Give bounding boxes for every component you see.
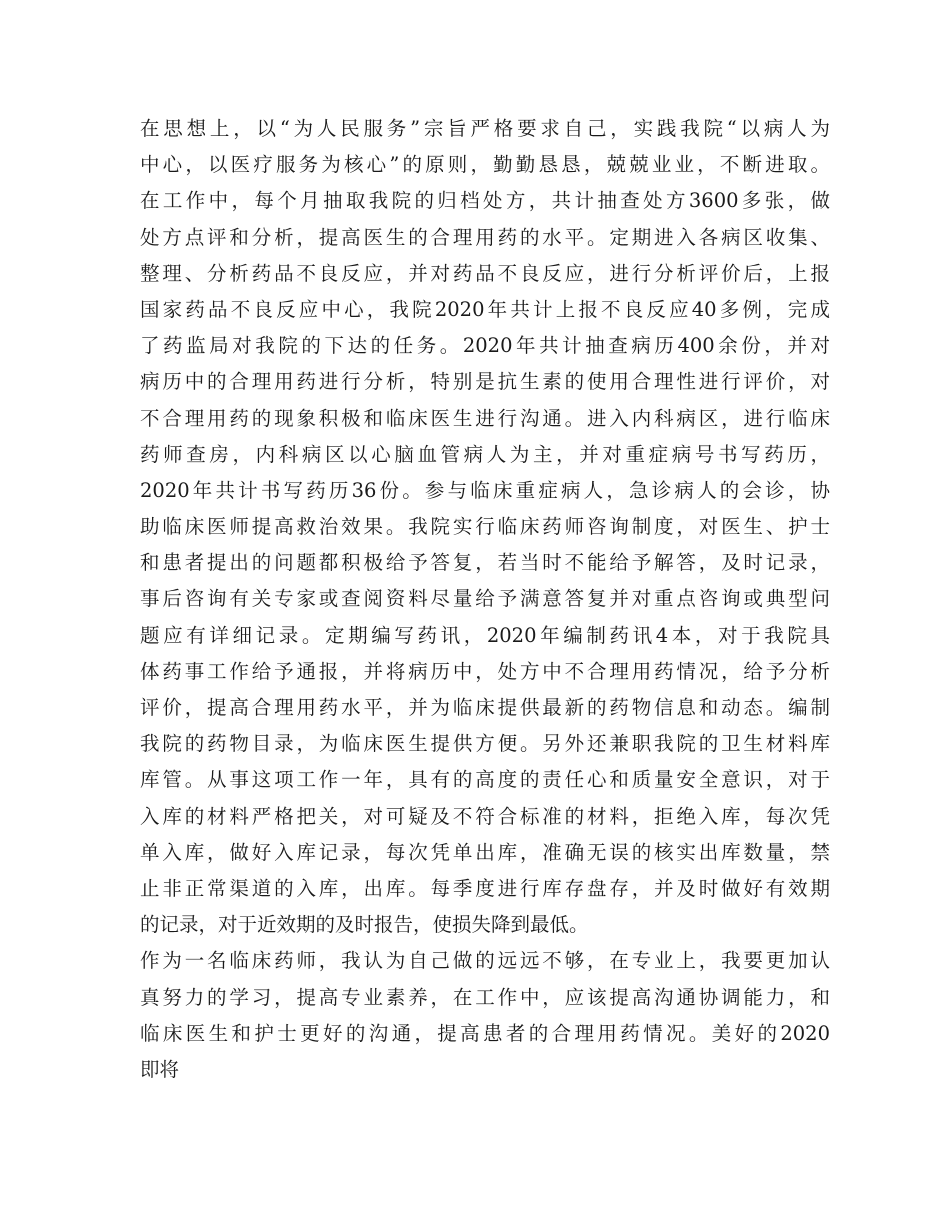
- text-line: 即将: [140, 1057, 180, 1081]
- text-line: 在思想上，以“为人民服务”宗旨严格要求自己，实践我院“以病人为: [140, 117, 830, 140]
- text-line: 止非正常渠道的入库，出库。每季度进行库存盘存，并及时做好有效期: [140, 876, 830, 900]
- text-line: 中心，以医疗服务为核心”的原则，勤勤恳恳，兢兢业业，不断进取。: [140, 153, 830, 177]
- text-line: 国家药品不良反应中心，我院2020年共计上报不良反应40多例，完成: [140, 297, 830, 321]
- text-line: 入库的材料严格把关，对可疑及不符合标准的材料，拒绝入库，每次凭: [140, 804, 830, 828]
- text-line: 临床医生和护士更好的沟通，提高患者的合理用药情况。美好的2020: [140, 1021, 830, 1045]
- text-line: 事后咨询有关专家或查阅资料尽量给予满意答复并对重点咨询或典型问: [140, 587, 830, 611]
- text-line: 整理、分析药品不良反应，并对药品不良反应，进行分析评价后，上报: [140, 261, 830, 285]
- text-line: 药师查房，内科病区以心脑血管病人为主，并对重症病号书写药历，: [140, 442, 830, 466]
- text-line: 在工作中，每个月抽取我院的归档处方，共计抽查处方3600多张，做: [140, 189, 830, 213]
- text-line: 我院的药物目录，为临床医生提供方便。另外还兼职我院的卫生材料库: [140, 732, 830, 756]
- text-line: 了药监局对我院的下达的任务。2020年共计抽查病历400余份，并对: [140, 334, 830, 358]
- text-line: 体药事工作给予通报，并将病历中，处方中不合理用药情况，给予分析: [140, 659, 830, 683]
- text-line: 的记录，对于近效期的及时报告，使损失降到最低。: [140, 913, 589, 937]
- text-line: 处方点评和分析，提高医生的合理用药的水平。定期进入各病区收集、: [140, 225, 830, 249]
- text-line: 病历中的合理用药进行分析，特别是抗生素的使用合理性进行评价，对: [140, 370, 830, 394]
- text-line: 助临床医师提高救治效果。我院实行临床药师咨询制度，对医生、护士: [140, 515, 830, 539]
- text-line: 真努力的学习，提高专业素养，在工作中，应该提高沟通协调能力，和: [140, 985, 830, 1009]
- text-line: 单入库，做好入库记录，每次凭单出库，准确无误的核实出库数量，禁: [140, 840, 830, 864]
- text-line: 作为一名临床药师，我认为自己做的远远不够，在专业上，我要更加认: [140, 949, 830, 973]
- text-line: 评价，提高合理用药水平，并为临床提供最新的药物信息和动态。编制: [140, 696, 830, 719]
- text-line: 题应有详细记录。定期编写药讯，2020年编制药讯4本，对于我院具: [140, 623, 830, 647]
- text-line: 2020年共计书写药历36份。参与临床重症病人，急诊病人的会诊，协: [140, 478, 830, 502]
- text-line: 和患者提出的问题都积极给予答复，若当时不能给予解答，及时记录，: [140, 551, 830, 575]
- body-text: [140, 111, 830, 1088]
- text-line: 不合理用药的现象积极和临床医生进行沟通。进入内科病区，进行临床: [140, 406, 830, 430]
- text-line: 库管。从事这项工作一年，具有的高度的责任心和质量安全意识，对于: [140, 768, 830, 792]
